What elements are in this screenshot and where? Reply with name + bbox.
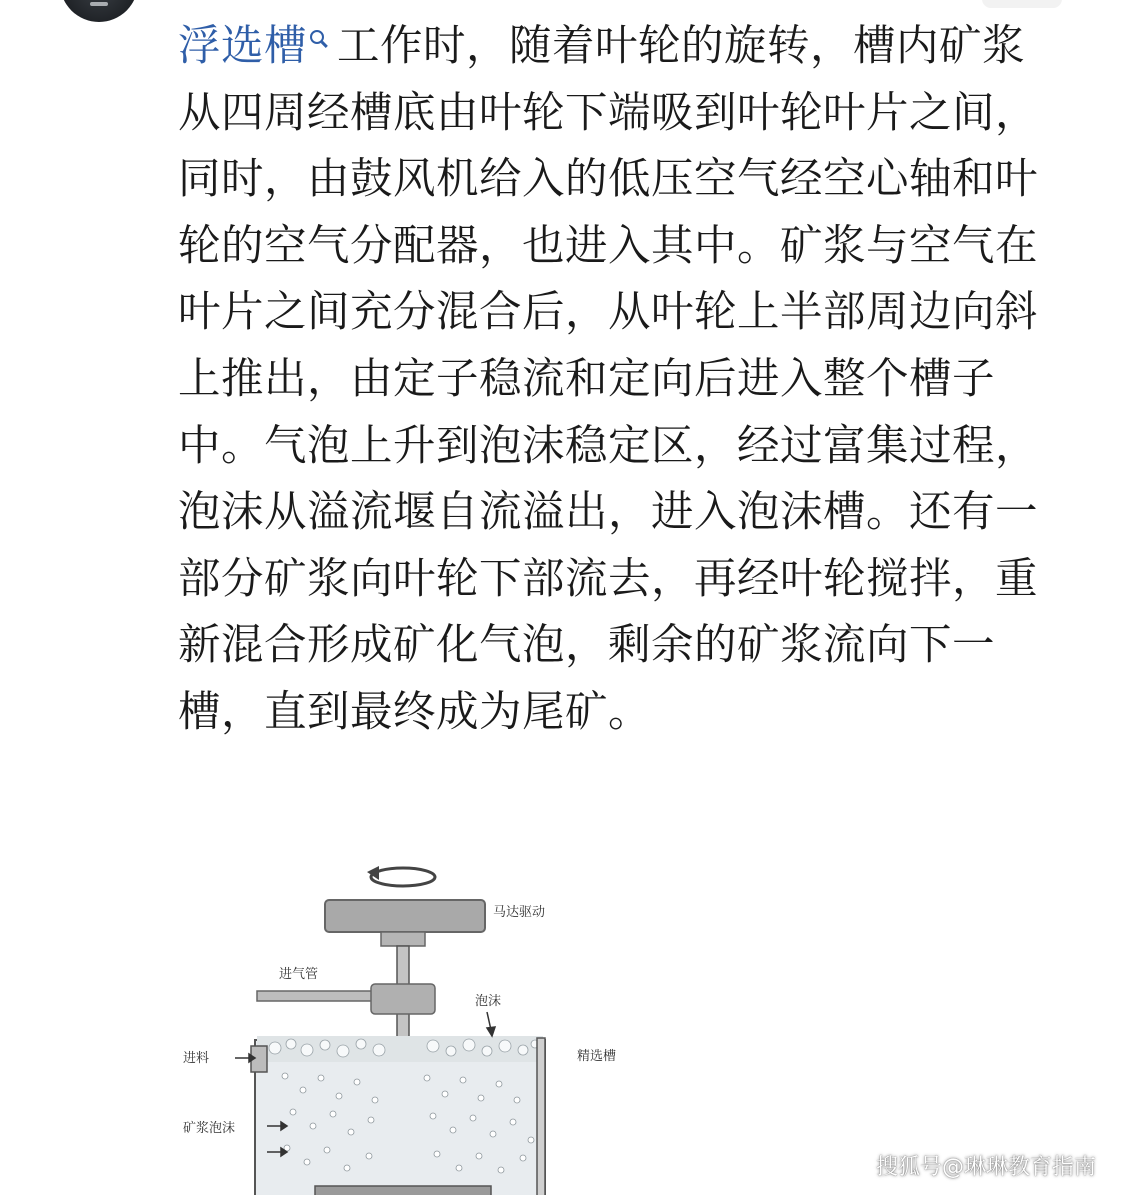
top-pill: [982, 0, 1062, 8]
post-body-text: 工作时，随着叶轮的旋转，槽内矿浆从四周经槽底由叶轮下端吸到叶轮叶片之间，同时，由鼓风机给入的低压空气经空心轴和叶轮的空气分配器，也进入其中。矿浆与空气在叶片之间充分混合后，从叶轮上半部周边向斜上推出，由定子稳流和定向后进入整个槽子中。气泡上升到泡沫稳定区，经过富集过程，泡沫从溢流堰自流溢出，进入泡沫槽。还有一部分矿浆向叶轮下部流去，再经叶轮搅拌，重新混合形成矿化气泡，剩余的矿浆流向下一槽，直到最终成为尾矿。: [178, 22, 1039, 737]
avatar[interactable]: [60, 0, 138, 22]
flotation-diagram-svg: [175, 850, 675, 1195]
air-distributor: [371, 984, 435, 1014]
watermark: 搜狐号@琳琳教育指南: [875, 1155, 1096, 1180]
keyword-link[interactable]: 浮选槽: [178, 22, 308, 71]
motor-disc: [325, 900, 485, 932]
label-concentrate-tank: 精选槽: [577, 1049, 617, 1064]
label-foam: 泡沫: [475, 994, 502, 1009]
impeller-base: [315, 1186, 491, 1195]
overflow-weir: [537, 1038, 545, 1195]
air-inlet-pipe: [257, 991, 377, 1001]
label-feed: 进料: [183, 1051, 210, 1066]
label-air-inlet: 进气管: [279, 967, 319, 982]
search-icon[interactable]: [309, 14, 327, 44]
motor-hub: [381, 932, 425, 946]
label-motor: 马达驱动: [493, 905, 546, 920]
post-body: [178, 14, 1066, 747]
avatar-glint: [90, 2, 108, 6]
label-slurry-foam: 矿浆泡沫: [183, 1121, 236, 1136]
rotation-arrow-icon: [367, 866, 435, 886]
flotation-diagram[interactable]: [175, 850, 675, 1195]
